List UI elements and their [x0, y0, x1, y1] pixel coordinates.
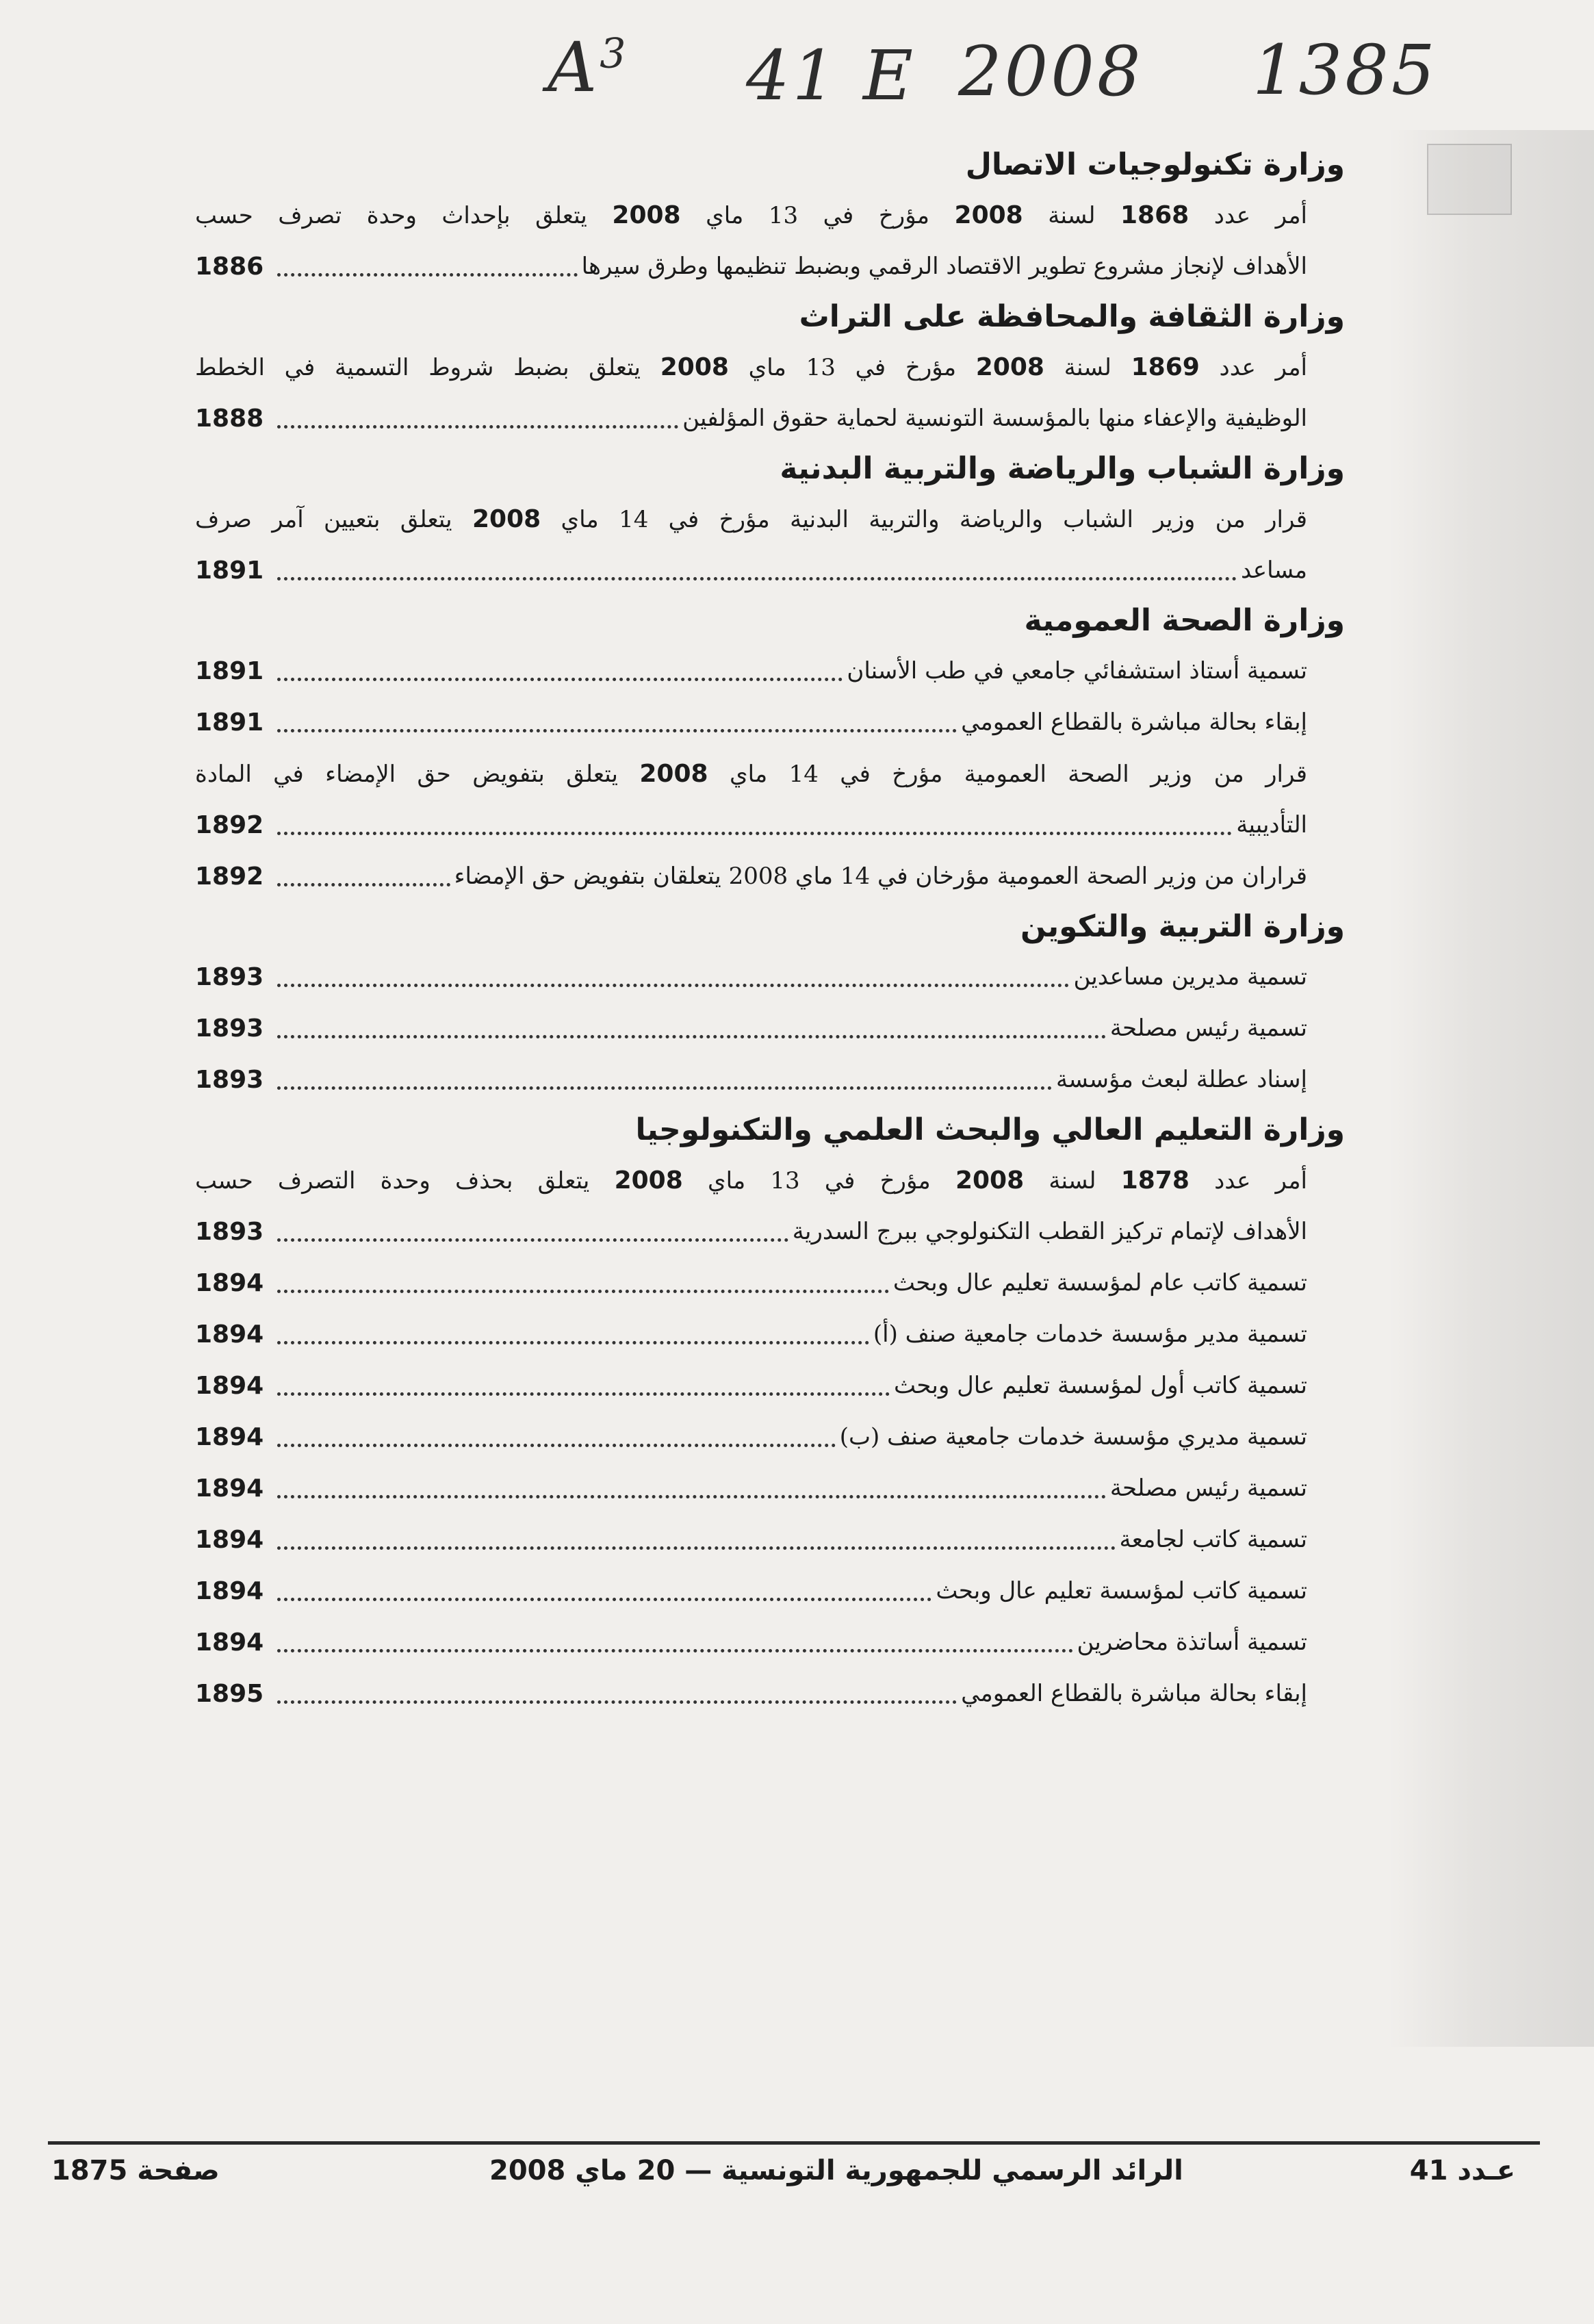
- entry-page-number: 1893: [195, 1014, 264, 1043]
- entry-page-number: 1891: [195, 708, 264, 737]
- toc-entry[interactable]: [195, 1257, 1345, 1309]
- handwritten-letter: $A^3$: [548, 27, 629, 107]
- entry-page-number: 1886: [195, 253, 264, 281]
- toc-entry[interactable]: [195, 1360, 1345, 1412]
- leader-dots: [277, 1495, 1106, 1498]
- leader-dots: [277, 1086, 1052, 1090]
- entry-text: تسمية مدير مؤسسة خدمات جامعية صنف (أ): [873, 1320, 1307, 1348]
- handwritten-number: 41 E: [746, 36, 916, 116]
- handwritten-code: 1385: [1252, 30, 1438, 110]
- toc-entry[interactable]: [195, 545, 1345, 596]
- ministry-heading: وزارة الثقافة والمحافظة على التراث: [799, 299, 1345, 334]
- entry-text: إبقاء بحالة مباشرة بالقطاع العمومي: [961, 1680, 1307, 1707]
- leader-dots: [277, 425, 678, 429]
- toc-entry[interactable]: [195, 1668, 1345, 1720]
- entry-line: أمر عدد 1868 لسنة 2008 مؤرخ في 13 ماي 2008 يتعلق بإحداث وحدة تصرف حسب: [195, 201, 1307, 229]
- leader-dots: [277, 1238, 788, 1242]
- ministry-heading: وزارة تكنولوجيات الاتصال: [965, 147, 1345, 182]
- leader-dots: [277, 1598, 931, 1601]
- ministry-heading: وزارة الشباب والرياضة والتربية البدنية: [780, 451, 1345, 486]
- leader-dots: [277, 1546, 1116, 1550]
- entry-text: تسمية مديري مؤسسة خدمات جامعية صنف (ب): [839, 1423, 1307, 1451]
- toc-entry[interactable]: [195, 851, 1345, 902]
- toc-entry[interactable]: [195, 697, 1345, 748]
- page-number: صفحة 1875: [51, 2155, 220, 2186]
- entry-page-number: 1894: [195, 1474, 264, 1503]
- toc-entry[interactable]: [195, 1566, 1345, 1617]
- leader-dots: [277, 1700, 957, 1704]
- toc-entry[interactable]: [195, 393, 1345, 444]
- entry-page-number: 1891: [195, 657, 264, 685]
- toc-entry[interactable]: [195, 241, 1345, 292]
- leader-dots: [277, 678, 843, 681]
- handwritten-annotation: [0, 21, 1594, 116]
- entry-text: تسمية كاتب أول لمؤسسة تعليم عال وبحث: [894, 1372, 1307, 1399]
- entry-text: تسمية أساتذة محاضرين: [1077, 1629, 1307, 1656]
- issue-number: عـدد 41: [1409, 2155, 1515, 2186]
- entry-text: التأديبية: [1236, 811, 1307, 839]
- entry-page-number: 1894: [195, 1372, 264, 1400]
- entry-text: الأهداف لإنجاز مشروع تطوير الاقتصاد الرقمي وبضبط تنظيمها وطرق سيرها: [581, 253, 1307, 280]
- footer-rule: [48, 2141, 1540, 2145]
- leader-dots: [277, 1392, 890, 1396]
- entry-page-number: 1894: [195, 1423, 264, 1451]
- toc-entry[interactable]: [195, 1514, 1345, 1566]
- toc-entry[interactable]: [195, 952, 1345, 1003]
- entry-text: تسمية كاتب لمؤسسة تعليم عال وبحث: [936, 1577, 1307, 1605]
- entry-page-number: 1892: [195, 811, 264, 839]
- toc-entry[interactable]: [195, 1003, 1345, 1054]
- leader-dots: [277, 832, 1232, 835]
- toc-entry[interactable]: [195, 1617, 1345, 1668]
- entry-page-number: 1891: [195, 557, 264, 585]
- leader-dots: [277, 1444, 836, 1447]
- entry-page-number: 1894: [195, 1629, 264, 1657]
- leader-dots: [277, 577, 1237, 580]
- handwritten-year: 2008: [958, 31, 1144, 112]
- leader-dots: [277, 1341, 869, 1344]
- toc-entry[interactable]: [195, 1206, 1345, 1257]
- entry-page-number: 1894: [195, 1577, 264, 1605]
- entry-line: قرار من وزير الصحة العمومية مؤرخ في 14 ماي 2008 يتعلق بتفويض حق الإمضاء في المادة: [195, 760, 1307, 788]
- entry-page-number: 1894: [195, 1320, 264, 1349]
- leader-dots: [277, 1035, 1106, 1038]
- entry-page-number: 1894: [195, 1269, 264, 1297]
- facing-page-box: [1427, 144, 1512, 215]
- entry-text: إبقاء بحالة مباشرة بالقطاع العمومي: [961, 708, 1307, 736]
- toc-entry[interactable]: [195, 646, 1345, 697]
- toc-entry[interactable]: [195, 1463, 1345, 1514]
- ministry-heading: وزارة التربية والتكوين: [1020, 909, 1345, 944]
- toc-entry[interactable]: [195, 1054, 1345, 1106]
- leader-dots: [277, 273, 578, 277]
- entry-page-number: 1895: [195, 1680, 264, 1708]
- entry-page-number: 1893: [195, 1218, 264, 1246]
- entry-text: تسمية كاتب عام لمؤسسة تعليم عال وبحث: [892, 1269, 1307, 1297]
- entry-page-number: 1894: [195, 1526, 264, 1554]
- leader-dots: [277, 883, 450, 886]
- leader-dots: [277, 729, 957, 732]
- toc-entry[interactable]: [195, 1309, 1345, 1360]
- entry-text: تسمية مديرين مساعدين: [1073, 963, 1307, 991]
- entry-text: مساعد: [1240, 557, 1307, 584]
- leader-dots: [277, 1290, 889, 1293]
- entry-line: أمر عدد 1878 لسنة 2008 مؤرخ في 13 ماي 2008 يتعلق بحذف وحدة التصرف حسب: [195, 1166, 1307, 1195]
- toc-entry[interactable]: [195, 1412, 1345, 1463]
- table-of-contents: [195, 140, 1345, 1720]
- entry-text: تسمية كاتب لجامعة: [1119, 1526, 1307, 1553]
- entry-text: تسمية رئيس مصلحة: [1109, 1474, 1307, 1502]
- toc-entry[interactable]: [195, 800, 1345, 851]
- leader-dots: [277, 1649, 1073, 1652]
- ministry-heading: وزارة الصحة العمومية: [1024, 603, 1345, 638]
- page-footer: [0, 2155, 1594, 2196]
- leader-dots: [277, 984, 1069, 987]
- gazette-title: الرائد الرسمي للجمهورية التونسية — 20 ماي 2008: [489, 2155, 1183, 2186]
- entry-text: الأهداف لإتمام تركيز القطب التكنولوجي ببرج السدرية: [792, 1218, 1307, 1245]
- entry-page-number: 1893: [195, 1066, 264, 1094]
- facing-page-bleed: [1389, 130, 1594, 2047]
- entry-page-number: 1893: [195, 963, 264, 991]
- entry-text: قراران من وزير الصحة العمومية مؤرخان في 14 ماي 2008 يتعلقان بتفويض حق الإمضاء: [454, 863, 1307, 890]
- entry-text: الوظيفية والإعفاء منها بالمؤسسة التونسية لحماية حقوق المؤلفين: [682, 405, 1307, 432]
- entry-text: إسناد عطلة لبعث مؤسسة: [1055, 1066, 1307, 1093]
- entry-line: قرار من وزير الشباب والرياضة والتربية البدنية مؤرخ في 14 ماي 2008 يتعلق بتعيين آمر صرف: [195, 505, 1307, 533]
- ministry-heading: وزارة التعليم العالي والبحث العلمي والتكنولوجيا: [635, 1112, 1345, 1147]
- entry-page-number: 1892: [195, 863, 264, 891]
- entry-line: أمر عدد 1869 لسنة 2008 مؤرخ في 13 ماي 2008 يتعلق بضبط شروط التسمية في الخطط: [195, 353, 1307, 381]
- entry-page-number: 1888: [195, 405, 264, 433]
- entry-text: تسمية رئيس مصلحة: [1109, 1014, 1307, 1042]
- entry-text: تسمية أستاذ استشفائي جامعي في طب الأسنان: [847, 657, 1307, 685]
